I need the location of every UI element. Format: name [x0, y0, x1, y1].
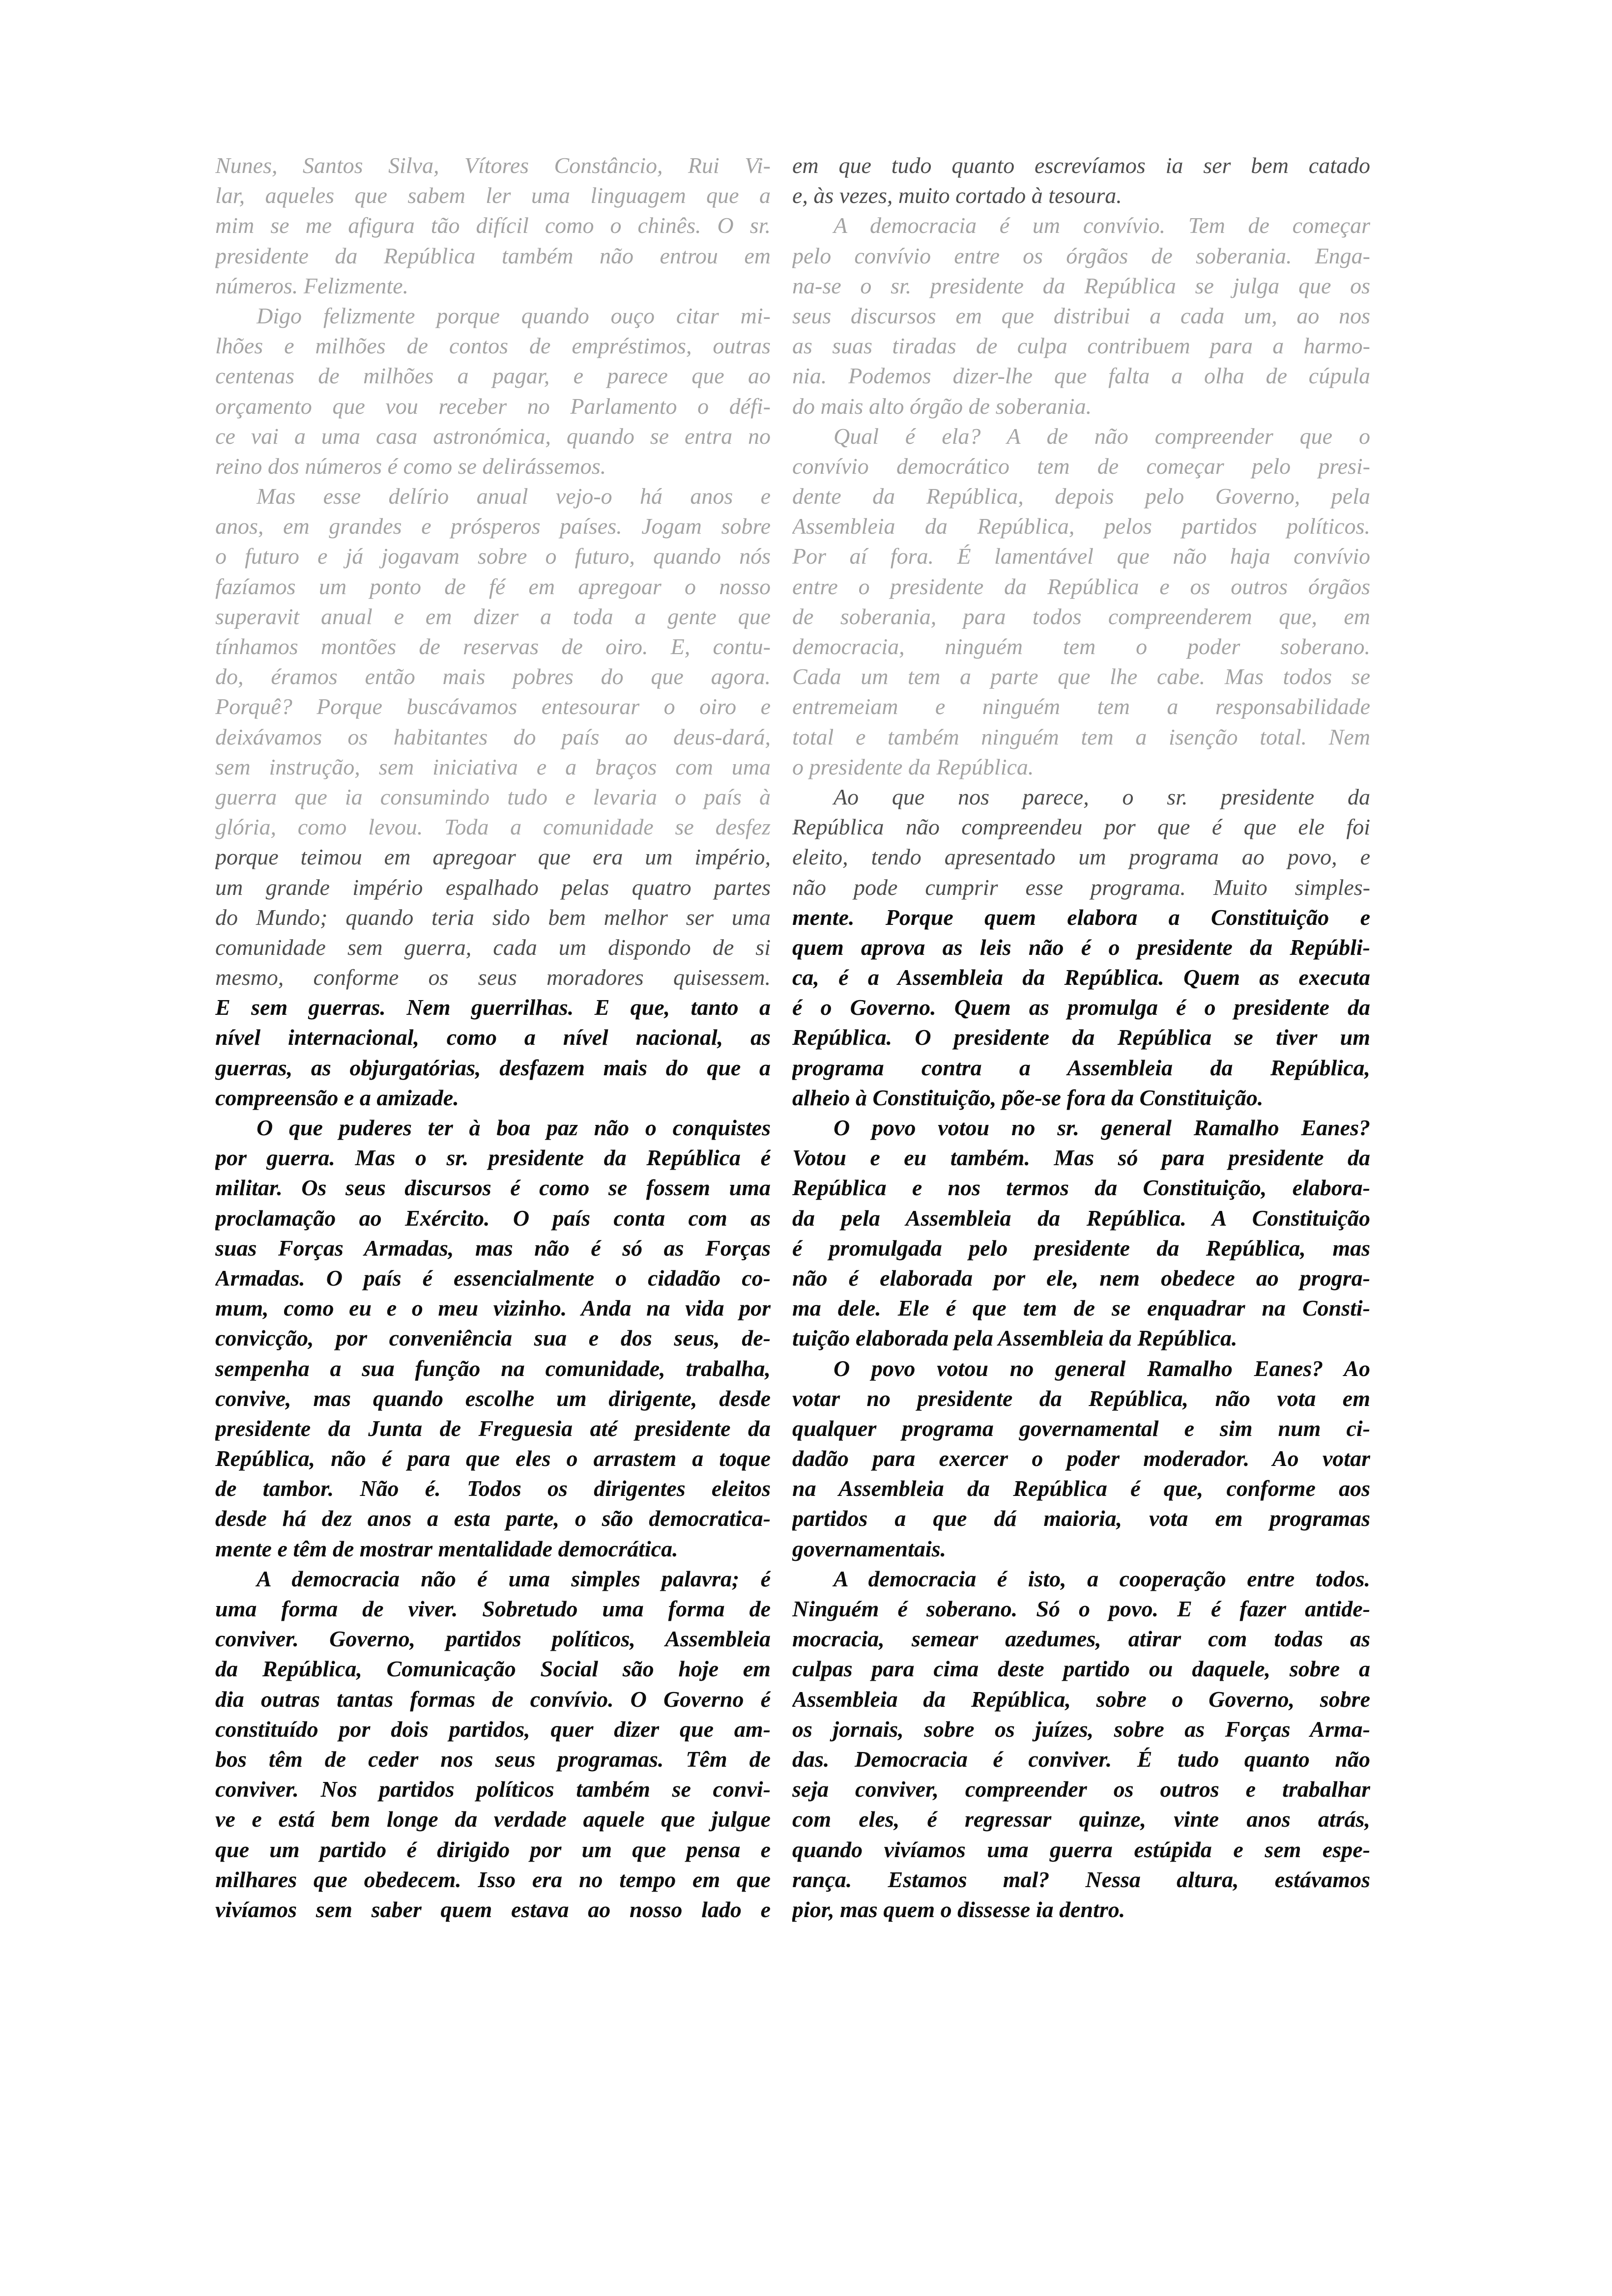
text-line: guerras, as objurgatórias, desfazem mais do que a: [215, 1055, 771, 1080]
text-line: ve e está bem longe da verdade aquele que julgue: [215, 1807, 771, 1832]
text-line: nível internacional, como a nível nacional, as: [215, 1025, 771, 1050]
text-line: qualquer programa governamental e sim num ci-: [792, 1415, 1370, 1441]
text-line: conviver. Nos partidos políticos também se convi-: [215, 1777, 771, 1802]
paragraph: [215, 150, 771, 301]
paragraph: [215, 481, 771, 1113]
text-line: na-se o sr. presidente da República se julga que os: [792, 273, 1370, 298]
text-line: uma forma de viver. Sobretudo uma forma de: [215, 1596, 771, 1621]
text-line: constituído por dois partidos, quer dizer que am-: [215, 1716, 771, 1742]
text-line: mocracia, semear azedumes, atirar com todas as: [792, 1626, 1370, 1652]
text-line: mente. Porque quem elabora a Constituição e: [792, 904, 1370, 930]
text-line: ca, é a Assembleia da República. Quem as executa: [792, 965, 1370, 990]
text-line: partidos a que dá maioria, vota em programas: [792, 1506, 1370, 1531]
text-line: mente e têm de mostrar mentalidade democrática.: [215, 1536, 678, 1561]
text-line: do, éramos então mais pobres do que agora.: [215, 664, 771, 689]
text-line: presidente da Junta de Freguesia até presidente da: [215, 1415, 771, 1441]
text-line: República. O presidente da República se tiver um: [792, 1025, 1370, 1050]
text-line: democracia, ninguém tem o poder soberano.: [792, 634, 1370, 659]
text-line: por guerra. Mas o sr. presidente da República é: [215, 1145, 771, 1171]
text-line: de soberania, para todos compreenderem que, em: [792, 603, 1370, 629]
text-line: guerra que ia consumindo tudo e levaria o país à: [215, 784, 771, 809]
paragraph: [792, 1564, 1370, 1924]
text-line: ma dele. Ele é que tem de se enquadrar na Consti-: [792, 1295, 1370, 1321]
text-line: suas Forças Armadas, mas não é só as Forças: [215, 1235, 771, 1261]
text-line: Cada um tem a parte que lhe cabe. Mas todos se: [792, 664, 1370, 689]
text-line: A democracia não é uma simples palavra; é: [257, 1566, 771, 1591]
text-line: quando vivíamos uma guerra estúpida e sem espe-: [792, 1837, 1370, 1862]
text-line: Ninguém é soberano. Só o povo. E é fazer antide-: [792, 1596, 1370, 1621]
text-line: programa contra a Assembleia da República,: [792, 1055, 1370, 1080]
text-line: mum, como eu e o meu vizinho. Anda na vida por: [215, 1295, 771, 1321]
text-line: milhares que obedecem. Isso era no tempo em que: [215, 1866, 771, 1892]
text-line: tuição elaborada pela Assembleia da República.: [792, 1325, 1238, 1351]
text-line: com eles, é regressar quinze, vinte anos atrás,: [792, 1807, 1370, 1832]
text-line: não pode cumprir esse programa. Muito simples-: [792, 874, 1370, 900]
text-line: glória, como levou. Toda a comunidade se desfez: [215, 814, 771, 840]
text-line: conviver. Governo, partidos políticos, Assembleia: [215, 1626, 771, 1652]
text-line: Nunes, Santos Silva, Vítores Constâncio, Rui Vi-: [215, 153, 771, 178]
text-line: centenas de milhões a pagar, e parece que ao: [215, 363, 771, 389]
text-line: que um partido é dirigido por um que pensa e: [215, 1837, 771, 1862]
text-line: sempenha a sua função na comunidade, trabalha,: [215, 1355, 771, 1381]
text-line: porque teimou em apregoar que era um império,: [215, 844, 771, 870]
text-line: números. Felizmente.: [215, 273, 409, 298]
text-line: é o Governo. Quem as promulga é o presidente da: [792, 995, 1370, 1020]
text-line: proclamação ao Exército. O país conta com as: [215, 1205, 771, 1231]
text-line: as suas tiradas de culpa contribuem para a harmo-: [792, 333, 1370, 359]
text-line: bos têm de ceder nos seus programas. Têm de: [215, 1746, 771, 1772]
text-line: A democracia é um convívio. Tem de começar: [834, 213, 1370, 238]
paragraph: [215, 301, 771, 481]
text-line: Digo felizmente porque quando ouço citar mi-: [257, 303, 771, 328]
text-line: da República, Comunicação Social são hoje em: [215, 1656, 771, 1682]
text-line: convicção, por conveniência sua e dos seus, de-: [215, 1325, 771, 1351]
text-line: e, às vezes, muito cortado à tesoura.: [792, 183, 1122, 208]
paragraph: [792, 150, 1370, 210]
text-line: A democracia é isto, a cooperação entre todos.: [834, 1566, 1370, 1591]
text-line: Assembleia da República, pelos partidos políticos.: [792, 514, 1370, 539]
text-line: ce vai a uma casa astronómica, quando se entra no: [215, 423, 771, 449]
text-line: compreensão e a amizade.: [215, 1085, 459, 1110]
text-line: sem instrução, sem iniciativa e a braços com uma: [215, 754, 771, 779]
text-line: entre o presidente da República e os outros órgãos: [792, 574, 1370, 599]
text-line: das. Democracia é conviver. É tudo quanto não: [792, 1746, 1370, 1772]
text-line: Ao que nos parece, o sr. presidente da: [834, 784, 1370, 809]
text-line: o futuro e já jogavam sobre o futuro, quando nós: [215, 544, 771, 569]
text-line: anos, em grandes e prósperos países. Jogam sobre: [215, 514, 771, 539]
paragraph: [792, 1353, 1370, 1564]
text-line: eleito, tendo apresentado um programa ao povo, e: [792, 844, 1370, 870]
text-line: fazíamos um ponto de fé em apregoar o nosso: [215, 574, 771, 599]
text-line: pelo convívio entre os órgãos de soberania. Enga-: [792, 243, 1370, 268]
text-line: Qual é ela? A de não compreender que o: [834, 423, 1370, 449]
text-line: do Mundo; quando teria sido bem melhor ser uma: [215, 904, 771, 930]
text-line: orçamento que vou receber no Parlamento o défi-: [215, 393, 771, 419]
paragraph: [215, 1113, 771, 1564]
text-line: comunidade sem guerra, cada um dispondo de si: [215, 934, 771, 960]
text-line: O povo votou no sr. general Ramalho Eanes?: [834, 1115, 1370, 1140]
text-line: culpas para cima deste partido ou daquele, sobre a: [792, 1656, 1370, 1682]
text-line: seja conviver, compreender os outros e trabalhar: [792, 1777, 1370, 1802]
text-line: militar. Os seus discursos é como se fossem uma: [215, 1175, 771, 1201]
text-line: deixávamos os habitantes do país ao deus-dará,: [215, 724, 771, 749]
text-line: governamentais.: [792, 1536, 947, 1561]
text-line: rança. Estamos mal? Nessa altura, estávamos: [792, 1866, 1370, 1892]
text-line: nia. Podemos dizer-lhe que falta a olha de cúpula: [792, 363, 1370, 389]
text-line: República não compreendeu por que é que ele foi: [792, 814, 1370, 840]
paragraph: [792, 421, 1370, 782]
text-line: tínhamos montões de reservas de oiro. E, contu-: [215, 634, 771, 659]
text-line: lar, aqueles que sabem ler uma linguagem que a: [215, 183, 771, 208]
text-line: Votou e eu também. Mas só para presidente da: [792, 1145, 1370, 1171]
text-line: Por aí fora. É lamentável que não haja convívio: [792, 544, 1370, 569]
text-line: não é elaborada por ele, nem obedece ao progra-: [792, 1265, 1370, 1291]
paragraph: [792, 782, 1370, 1113]
text-line: desde há dez anos a esta parte, o são democratica-: [215, 1506, 771, 1531]
text-line: E sem guerras. Nem guerrilhas. E que, tanto a: [215, 995, 771, 1020]
text-line: O que puderes ter à boa paz não o conquistes: [257, 1115, 771, 1140]
text-line: vivíamos sem saber quem estava ao nosso lado e: [215, 1896, 771, 1922]
text-line: pior, mas quem o dissesse ia dentro.: [792, 1896, 1125, 1922]
text-line: entremeiam e ninguém tem a responsabilidade: [792, 694, 1370, 719]
text-line: lhões e milhões de contos de empréstimos, outras: [215, 333, 771, 359]
paragraph: [792, 1113, 1370, 1353]
text-column-right: [792, 150, 1370, 1924]
text-line: reino dos números é como se delirássemos.: [215, 453, 606, 479]
text-line: em que tudo quanto escrevíamos ia ser bem catado: [792, 153, 1370, 178]
text-line: alheio à Constituição, põe-se fora da Constituição.: [792, 1085, 1264, 1110]
text-line: do mais alto órgão de soberania.: [792, 393, 1092, 419]
paragraph: [215, 1564, 771, 1924]
text-line: dia outras tantas formas de convívio. O Governo é: [215, 1686, 771, 1712]
text-line: presidente da República também não entrou em: [215, 243, 771, 268]
text-line: convive, mas quando escolhe um dirigente, desde: [215, 1385, 771, 1411]
text-line: dente da República, depois pelo Governo, pela: [792, 484, 1370, 509]
paragraph: [792, 210, 1370, 421]
text-line: República e nos termos da Constituição, elabora-: [792, 1175, 1370, 1201]
text-line: mim se me afigura tão difícil como o chinês. O sr.: [215, 213, 771, 238]
text-column-left: [215, 150, 771, 1924]
text-line: dadão para exercer o poder moderador. Ao votar: [792, 1446, 1370, 1471]
text-line: quem aprova as leis não é o presidente da Repúbli-: [792, 934, 1370, 960]
text-line: Armadas. O país é essencialmente o cidadão co-: [215, 1265, 771, 1291]
text-line: Mas esse delírio anual vejo-o há anos e: [257, 484, 771, 509]
text-line: um grande império espalhado pelas quatro partes: [215, 874, 771, 900]
text-line: O povo votou no general Ramalho Eanes? Ao: [834, 1355, 1370, 1381]
text-line: mesmo, conforme os seus moradores quisessem.: [215, 965, 771, 990]
text-line: convívio democrático tem de começar pelo presi-: [792, 453, 1370, 479]
text-line: de tambor. Não é. Todos os dirigentes eleitos: [215, 1476, 771, 1501]
text-line: Porquê? Porque buscávamos entesourar o oiro e: [215, 694, 771, 719]
text-line: da pela Assembleia da República. A Constituição: [792, 1205, 1370, 1231]
text-line: votar no presidente da República, não vota em: [792, 1385, 1370, 1411]
text-line: é promulgada pelo presidente da República, mas: [792, 1235, 1370, 1261]
text-line: na Assembleia da República é que, conforme aos: [792, 1476, 1370, 1501]
text-line: o presidente da República.: [792, 754, 1034, 779]
text-line: Assembleia da República, sobre o Governo, sobre: [792, 1686, 1370, 1712]
text-line: total e também ninguém tem a isenção total. Nem: [792, 724, 1370, 749]
text-line: seus discursos em que distribui a cada um, ao nos: [792, 303, 1370, 328]
text-line: República, não é para que eles o arrastem a toque: [215, 1446, 771, 1471]
text-line: superavit anual e em dizer a toda a gente que: [215, 603, 771, 629]
text-line: os jornais, sobre os juízes, sobre as Forças Arma-: [792, 1716, 1370, 1742]
